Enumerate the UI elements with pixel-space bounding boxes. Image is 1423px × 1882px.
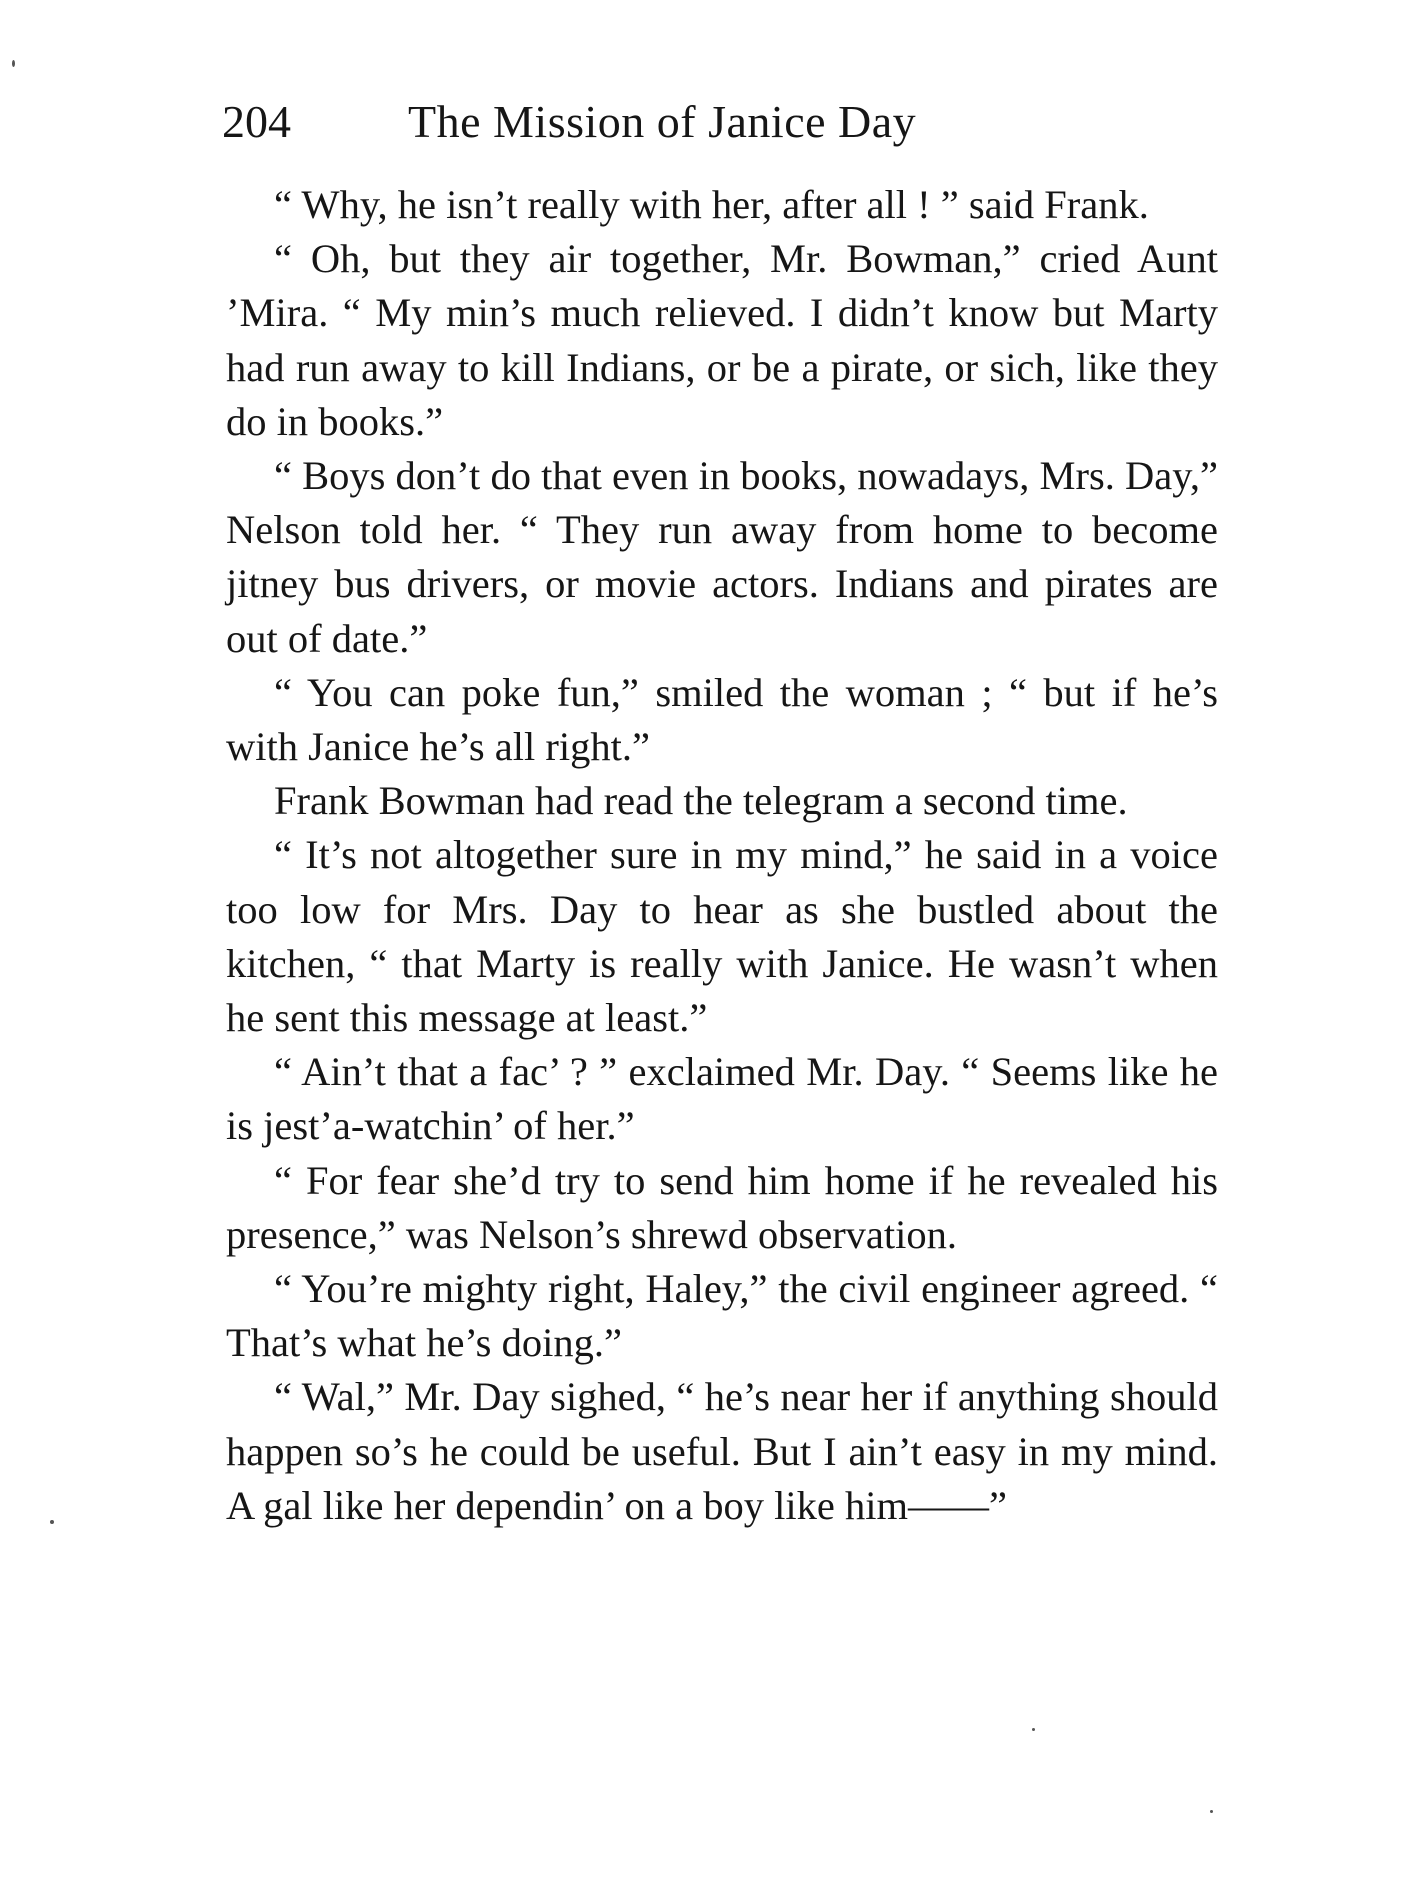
paragraph: “ Oh, but they air together, Mr. Bowman,” cried Aunt ’Mira. “ My min’s much relieved. I didn’t know but Marty had run away to kill Indians, or be a pirate, or sich, like they do in books.” [226, 236, 1218, 444]
paragraph: “ Ain’t that a fac’ ? ” exclaimed Mr. Day. “ Seems like he is jest’a-watchin’ of her.” [226, 1049, 1218, 1149]
paragraph: “ You’re mighty right, Haley,” the civil engineer agreed. “ That’s what he’s doing.” [226, 1266, 1218, 1366]
paragraph: “ Boys don’t do that even in books, nowadays, Mrs. Day,” Nelson told her. “ They run away from home to become jitney bus drivers, or movie actors. Indians and pirates are out of date.” [226, 453, 1218, 661]
scan-speck [1210, 1810, 1213, 1813]
paragraph: “ Wal,” Mr. Day sighed, “ he’s near her if anything should happen so’s he could be useful. But I ain’t easy in my mind. A gal like her dependin’ on a boy like him——” [226, 1374, 1218, 1528]
scan-speck [12, 60, 15, 67]
paragraph: “ It’s not altogether sure in my mind,” he said in a voice too low for Mrs. Day to hear as she bustled about the kitchen, “ that Marty is really with Janice. He wasn’t when he sent this message at least.” [226, 832, 1218, 1041]
body-text [226, 178, 1218, 1533]
running-title: The Mission of Janice Day [408, 96, 917, 147]
scan-speck [1032, 1728, 1035, 1731]
paragraph: Frank Bowman had read the telegram a second time. [274, 778, 1128, 824]
paragraph: “ You can poke fun,” smiled the woman ; “ but if he’s with Janice he’s all right.” [226, 669, 1218, 770]
page-number: 204 [222, 96, 291, 147]
page-header [222, 92, 1222, 152]
paragraph: “ For fear she’d try to send him home if he revealed his presence,” was Nelson’s shrewd observation. [226, 1157, 1218, 1257]
scan-speck [50, 1520, 54, 1524]
paragraph: “ Why, he isn’t really with her, after all ! ” said Frank. [274, 182, 1149, 227]
